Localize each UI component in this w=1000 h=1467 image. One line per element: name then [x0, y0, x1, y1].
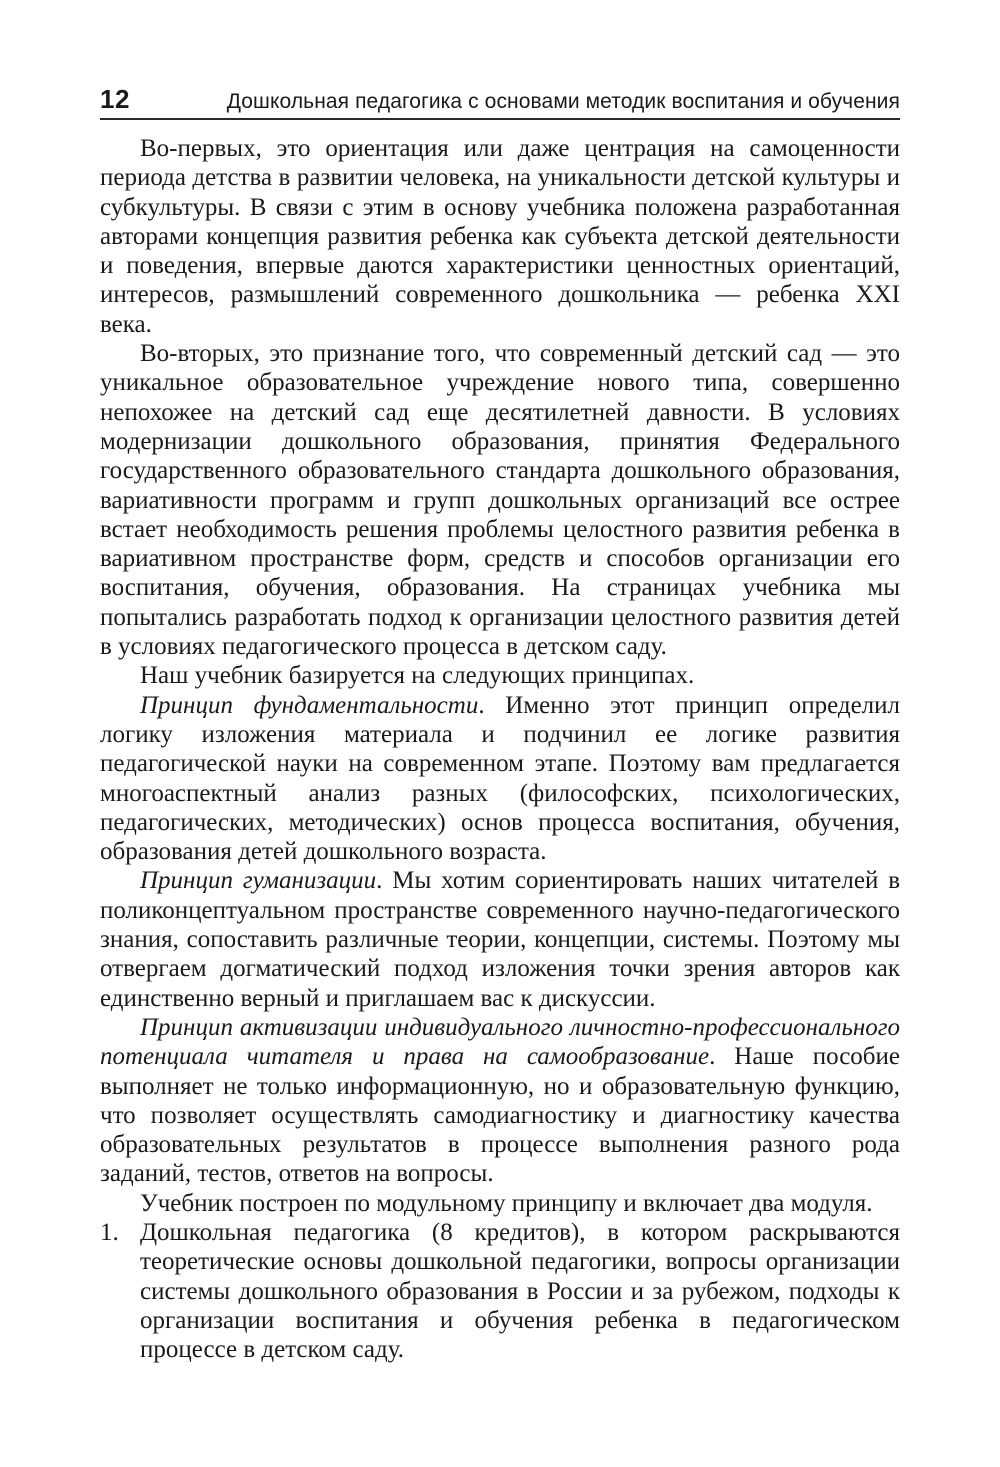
paragraph-modules-intro: Учебник построен по модульному принципу и включает два модуля.	[140, 1189, 873, 1217]
paragraph-activation	[100, 1013, 900, 1189]
paragraph-principles-intro: Наш учебник базируется на следующих принципах.	[140, 662, 695, 690]
running-title: Дошкольная педагогика с основами методик воспитания и обучения	[226, 90, 900, 113]
principle-text-humanization: . Мы хотим сориентировать наших читателей в поликонцептуальном пространстве современного научно-педагогического знания, сопоставить различные теории, концепции, системы. Поэтому мы отвергаем догматический подход изложения точки зрения авторов как единственно верный и приглашаем вас к дискуссии.	[100, 867, 901, 1012]
paragraph-humanization	[100, 866, 900, 1012]
principle-text-fundamentality: . Именно этот принцип определил логику изложения материала и подчинил ее логике развития педагогической науки на современном этапе. Поэтому вам предлагается многоаспектный анализ разных (философских, психологических, педагогических, методических) основ процесса воспитания, обучения, образования детей дошкольного возраста.	[100, 691, 900, 866]
principle-text-activation: . Наше пособие выполняет не только информационную, но и образовательную функцию, что позволяет осуществлять самодиагностику и диагностику качества образовательных результатов в процессе выполнения разного рода заданий, тестов, ответов на вопросы.	[100, 1043, 900, 1188]
paragraph-first-point: Во-первых, это ориентация или даже центрация на самоценности периода детства в развитии человека, на уникальности детской культуры и субкультуры. В связи с этим в основу учебника положена разработанная авторами концепция развития ребенка как субъекта детской деятельности и поведения, впервые даются характеристики ценностных ориентаций, интересов, размышлений современного дошкольника — ребенка XXI века.	[100, 135, 900, 338]
list-item-number: 1.	[100, 1218, 119, 1246]
paragraph-fundamentality	[100, 691, 900, 867]
list-item-text: Дошкольная педагогика (8 кредитов), в котором раскрываются теоретические основы дошкольной педагогики, вопросы организации системы дошкольного образования в России и за рубежом, подходы к организации воспитания и обучения ребенка в педагогическом процессе в детском саду.	[140, 1218, 900, 1364]
list-item	[100, 1218, 900, 1364]
principle-title-activation: Принцип активизации индивидуального личностно-профессионального потенциала читателя и права на самообразование	[100, 1013, 900, 1071]
body-text	[100, 134, 900, 1364]
paragraph-second-point: Во-вторых, это признание того, что современный детский сад — это уникальное образовательное учреждение нового типа, совершенно непохожее на детский сад еще десятилетней давности. В условиях модернизации дошкольного образования, принятия Федерального государственного образовательного стандарта дошкольного образования, вариативности программ и групп дошкольных организаций все острее встает необходимость решения проблемы целостного развития ребенка в вариативном пространстве форм, средств и способов организации его воспитания, обучения, образования. На страницах учебника мы попытались разработать подход к организации целостного развития детей в условиях педагогического процесса в детском саду.	[100, 340, 900, 661]
book-page	[100, 84, 900, 1364]
principle-title-humanization: Принцип гуманизации	[140, 867, 377, 895]
running-header	[100, 84, 900, 120]
principle-title-fundamentality: Принцип фундаментальности	[140, 691, 479, 719]
page-number: 12	[100, 84, 130, 114]
